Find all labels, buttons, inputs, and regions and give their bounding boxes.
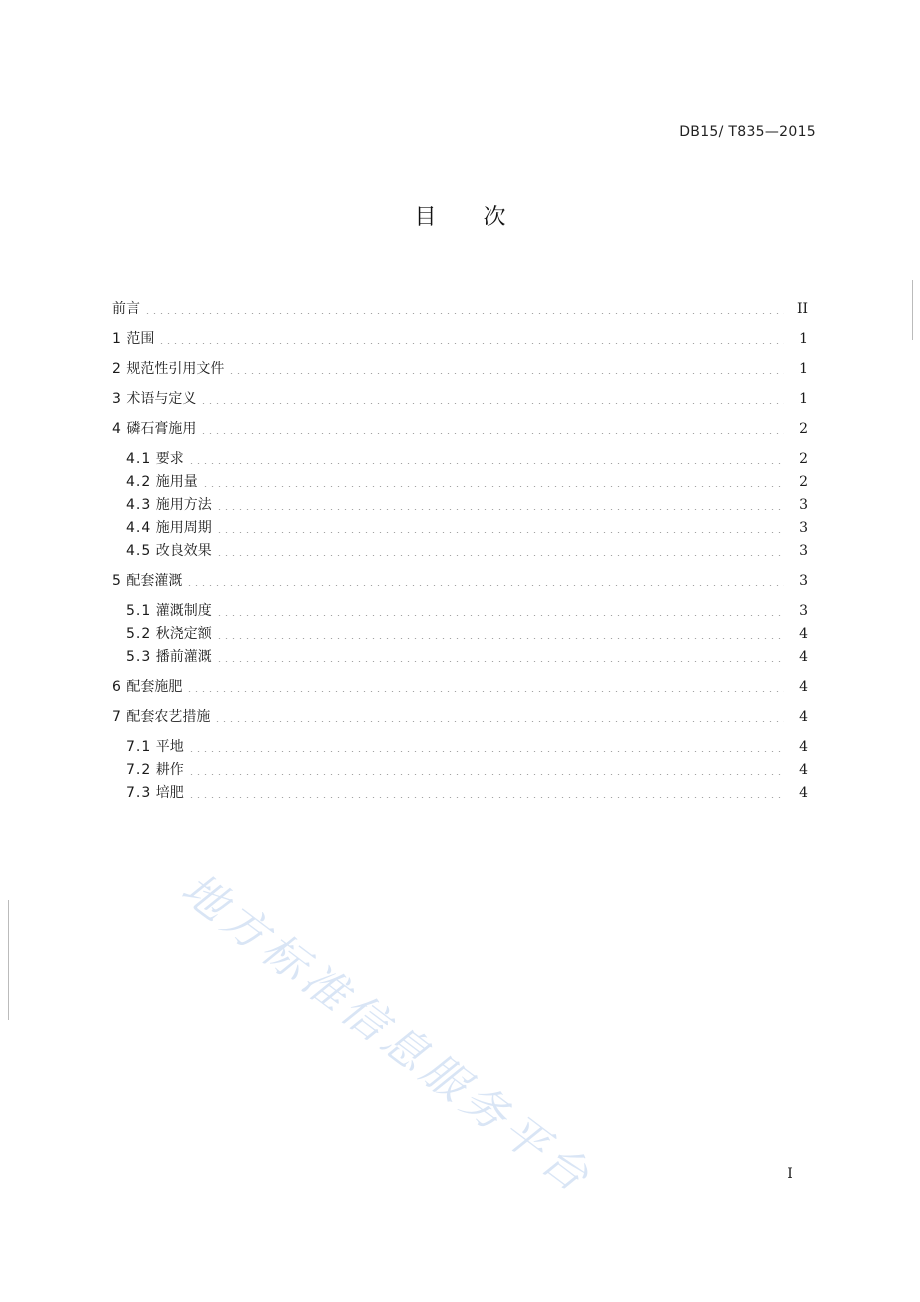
toc-entry-text: 施用周期 xyxy=(155,520,212,536)
toc-entry-label xyxy=(112,418,200,440)
toc-entry[interactable] xyxy=(126,646,808,668)
toc-entry-page: 1 xyxy=(799,331,808,347)
toc-entry-page: 4 xyxy=(799,785,808,801)
toc-entry-page: 1 xyxy=(799,361,808,377)
toc-entry-number: 7.1 xyxy=(126,739,152,755)
toc-entry-number: 7.2 xyxy=(126,762,152,778)
toc-entry-text: 灌溉制度 xyxy=(155,603,212,619)
toc-leader-dots xyxy=(216,532,784,533)
toc-entry-text: 前言 xyxy=(112,301,140,317)
toc-entry[interactable] xyxy=(112,676,808,698)
toc-entry[interactable] xyxy=(112,298,808,320)
toc-entry-label xyxy=(126,646,216,668)
toc-entry-text: 培肥 xyxy=(155,785,184,801)
toc-entry-page: 3 xyxy=(799,497,808,513)
toc-leader-dots xyxy=(186,585,784,586)
toc-entry-page: 4 xyxy=(799,739,808,755)
toc-entry-text: 施用量 xyxy=(155,474,198,490)
toc-entry-label xyxy=(112,328,158,350)
toc-entry-number: 4.3 xyxy=(126,497,152,513)
toc-entry-text: 配套施肥 xyxy=(126,679,183,695)
toc-entry-text: 平地 xyxy=(155,739,184,755)
toc-entry-label xyxy=(126,471,202,493)
toc-entry-text: 配套灌溉 xyxy=(126,573,183,589)
toc-entry-page: 4 xyxy=(799,626,808,642)
toc-leader-dots xyxy=(188,797,784,798)
toc-entry-page: 2 xyxy=(799,421,808,437)
toc-entry-page: II xyxy=(796,301,808,317)
toc-entry-page: 4 xyxy=(799,709,808,725)
toc-entry[interactable] xyxy=(112,328,808,350)
toc-entry-label xyxy=(112,388,200,410)
toc-entry-page: 3 xyxy=(799,543,808,559)
toc-entry-page: 4 xyxy=(799,762,808,778)
toc-entry-label xyxy=(126,517,216,539)
toc-entry-text: 范围 xyxy=(126,331,155,347)
toc-entry-page: 4 xyxy=(799,679,808,695)
toc-entry[interactable] xyxy=(112,358,808,380)
toc-entry-label xyxy=(126,600,216,622)
toc-entry[interactable] xyxy=(126,623,808,645)
toc-leader-dots xyxy=(216,555,784,556)
toc-leader-dots xyxy=(202,486,784,487)
toc-leader-dots xyxy=(188,751,784,752)
toc-title: 目 次 xyxy=(414,205,506,230)
toc-entry-number: 7.3 xyxy=(126,785,152,801)
toc-leader-dots xyxy=(228,373,784,374)
toc-entry-text: 耕作 xyxy=(155,762,184,778)
toc-entry-number: 4.2 xyxy=(126,474,152,490)
toc-entry-page: 3 xyxy=(799,573,808,589)
toc-entry-number: 5 xyxy=(112,573,122,589)
toc-entry-number: 4.5 xyxy=(126,543,152,559)
toc-leader-dots xyxy=(216,638,784,639)
toc-leader-dots xyxy=(214,721,784,722)
toc-entry-text: 配套农艺措施 xyxy=(126,709,211,725)
toc-entry[interactable] xyxy=(112,570,808,592)
toc-entry-text: 施用方法 xyxy=(155,497,212,513)
toc-entry[interactable] xyxy=(112,418,808,440)
toc-leader-dots xyxy=(158,343,784,344)
toc-entry-number: 6 xyxy=(112,679,122,695)
toc-entry-page: 2 xyxy=(799,474,808,490)
toc-entry-page: 3 xyxy=(799,520,808,536)
toc-leader-dots xyxy=(200,403,784,404)
toc-entry-number: 5.1 xyxy=(126,603,152,619)
toc-leader-dots xyxy=(216,615,784,616)
toc-entry-label xyxy=(126,782,188,804)
toc-entry-page: 2 xyxy=(799,451,808,467)
toc-entry[interactable] xyxy=(112,706,808,728)
toc-entry[interactable] xyxy=(126,494,808,516)
toc-entry-label xyxy=(126,759,188,781)
page-number: I xyxy=(787,1166,793,1182)
toc-entry-number: 4 xyxy=(112,421,122,437)
toc-entry[interactable] xyxy=(126,600,808,622)
toc-entry[interactable] xyxy=(126,736,808,758)
toc-entry-text: 播前灌溉 xyxy=(155,649,212,665)
toc-entry-page: 1 xyxy=(799,391,808,407)
toc-entry-text: 秋浇定额 xyxy=(155,626,212,642)
toc-entry-label xyxy=(112,706,214,728)
toc-entry-text: 要求 xyxy=(155,451,184,467)
toc-entry[interactable] xyxy=(112,388,808,410)
toc-leader-dots xyxy=(216,661,784,662)
toc-entry[interactable] xyxy=(126,782,808,804)
toc-entry-label xyxy=(112,570,186,592)
toc-entry-label xyxy=(126,623,216,645)
toc-entry-page: 4 xyxy=(799,649,808,665)
toc-entry-text: 规范性引用文件 xyxy=(126,361,225,377)
toc-entry[interactable] xyxy=(126,759,808,781)
toc-leader-dots xyxy=(188,774,784,775)
scan-edge-mark xyxy=(8,900,9,1020)
toc-entry-number: 4.4 xyxy=(126,520,152,536)
toc-entry-number: 1 xyxy=(112,331,122,347)
toc-entry-label xyxy=(126,540,216,562)
toc-entry-text: 术语与定义 xyxy=(126,391,197,407)
toc-entry[interactable] xyxy=(126,448,808,470)
standard-code: DB15/ T835—2015 xyxy=(679,124,816,140)
toc-entry[interactable] xyxy=(126,540,808,562)
toc-entry-text: 改良效果 xyxy=(155,543,212,559)
toc-entry-text: 磷石膏施用 xyxy=(126,421,197,437)
toc-leader-dots xyxy=(186,691,784,692)
toc-entry-label xyxy=(126,448,188,470)
toc-entry-number: 7 xyxy=(112,709,122,725)
toc-entry-label xyxy=(126,494,216,516)
toc-leader-dots xyxy=(144,313,784,314)
toc-leader-dots xyxy=(216,509,784,510)
toc-entry-number: 2 xyxy=(112,361,122,377)
toc-leader-dots xyxy=(188,463,784,464)
toc-entry[interactable] xyxy=(126,517,808,539)
toc-entry-number: 4.1 xyxy=(126,451,152,467)
toc-entry-label xyxy=(112,298,144,320)
toc-entry[interactable] xyxy=(126,471,808,493)
toc-entry-number: 5.3 xyxy=(126,649,152,665)
toc-entry-label xyxy=(112,358,228,380)
toc-entry-number: 5.2 xyxy=(126,626,152,642)
toc-entry-label xyxy=(126,736,188,758)
toc-entry-label xyxy=(112,676,186,698)
scan-edge-mark xyxy=(912,280,913,340)
watermark: 地方标准信息服务平台 xyxy=(171,863,602,1205)
toc-entry-page: 3 xyxy=(799,603,808,619)
toc-leader-dots xyxy=(200,433,784,434)
toc-entry-number: 3 xyxy=(112,391,122,407)
